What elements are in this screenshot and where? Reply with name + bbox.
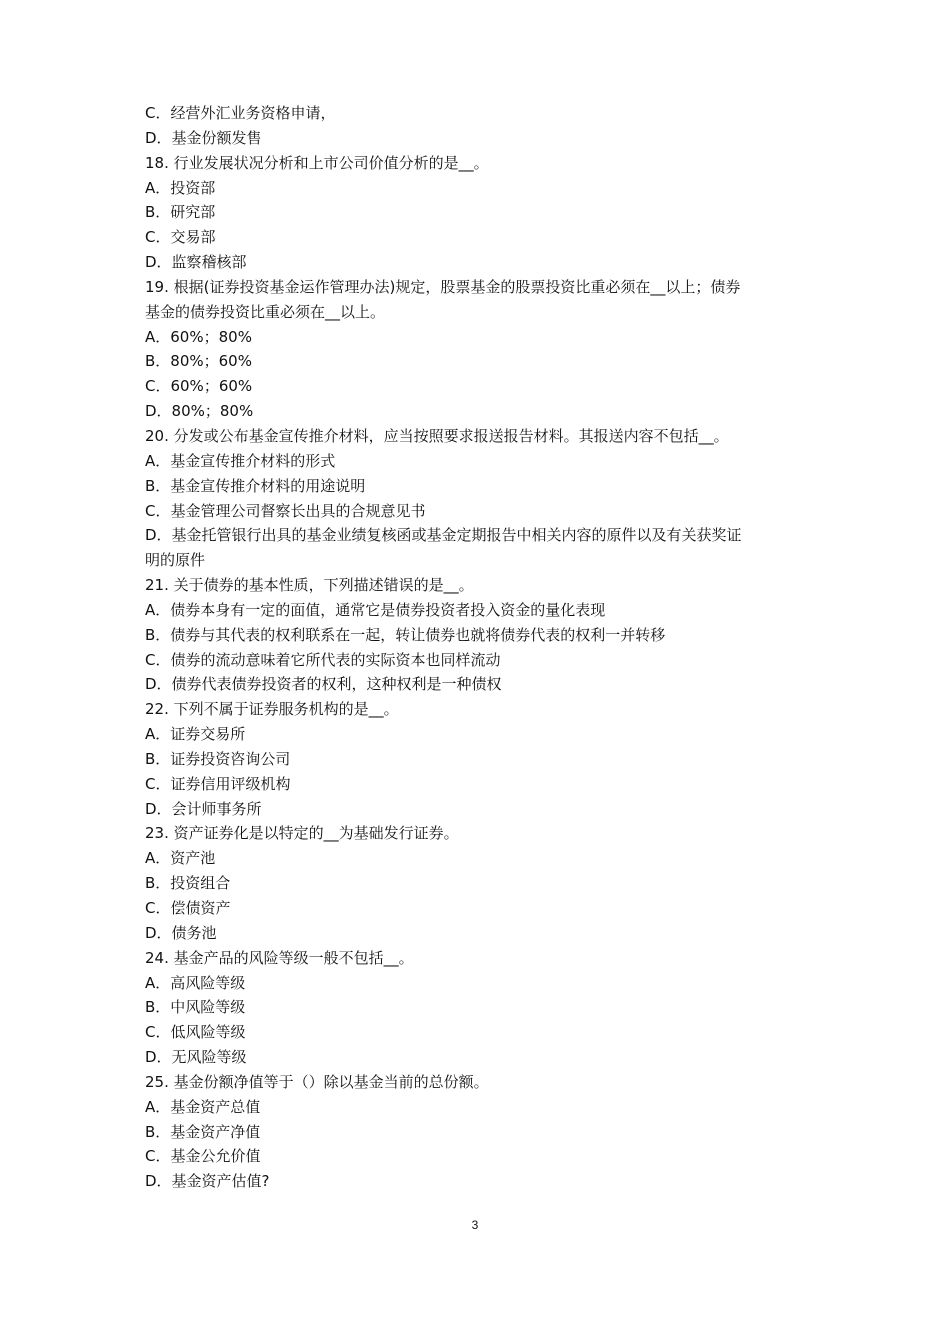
option-line: A．债券本身有一定的面值，通常它是债券投资者投入资金的量化表现 (145, 600, 606, 619)
option-line: C．经营外汇业务资格申请， (145, 104, 336, 122)
option-line: B．投资组合 (145, 874, 231, 893)
option-line: B．80%；60% (145, 352, 252, 371)
question-line: 基金的债券投资比重必须在__以上。 (145, 302, 386, 321)
question-line: 23. 资产证券化是以特定的__为基础发行证券。 (145, 824, 459, 843)
question-line: 24. 基金产品的风险等级一般不包括__。 (145, 948, 414, 967)
option-line: A．60%；80% (145, 327, 252, 346)
option-line: B．证券投资咨询公司 (145, 749, 291, 768)
option-line: D．监察稽核部 (145, 253, 247, 272)
option-line: B．中风险等级 (145, 998, 246, 1017)
question-line: 19. 根据(证券投资基金运作管理办法)规定，股票基金的股票投资比重必须在__以上；债券 (145, 277, 741, 296)
question-line: 20. 分发或公布基金宣传推介材料，应当按照要求报送报告材料。其报送内容不包括__。 (145, 426, 729, 445)
question-line: 22. 下列不属于证券服务机构的是__。 (145, 700, 399, 719)
option-line: D．基金份额发售 (145, 128, 262, 147)
option-line: A．基金资产总值 (145, 1097, 261, 1116)
option-line: A．高风险等级 (145, 973, 246, 992)
option-line: D．债券代表债券投资者的权利，这种权利是一种债权 (145, 675, 502, 694)
option-line: D．无风险等级 (145, 1048, 247, 1067)
option-line: A．资产池 (145, 849, 216, 868)
question-line: 21. 关于债券的基本性质，下列描述错误的是__。 (145, 576, 474, 595)
option-line: C．偿债资产 (145, 899, 231, 917)
question-line: 25. 基金份额净值等于（）除以基金当前的总份额。 (145, 1072, 489, 1091)
option-line: D．基金资产估值? (145, 1172, 270, 1191)
option-line: 明的原件 (145, 551, 206, 570)
option-line: B．债券与其代表的权利联系在一起，转让债券也就将债券代表的权利一并转移 (145, 625, 666, 644)
option-line: D．会计师事务所 (145, 799, 262, 818)
option-line: C．证券信用评级机构 (145, 774, 291, 793)
option-line: C．基金管理公司督察长出具的合规意见书 (145, 501, 426, 520)
option-line: D．基金托管银行出具的基金业绩复核函或基金定期报告中相关内容的原件以及有关获奖证 (145, 526, 742, 545)
option-line: A．基金宣传推介材料的形式 (145, 451, 336, 470)
page-number: 3 (471, 1218, 479, 1232)
option-line: B．研究部 (145, 203, 216, 222)
option-line: A．投资部 (145, 178, 216, 197)
option-line: B．基金宣传推介材料的用途说明 (145, 476, 366, 495)
option-line: D．债务池 (145, 923, 217, 942)
option-line: A．证券交易所 (145, 725, 246, 744)
option-line: C．交易部 (145, 228, 216, 247)
option-line: B．基金资产净值 (145, 1122, 261, 1141)
option-line: D．80%；80% (145, 402, 254, 421)
document-body (145, 101, 825, 1194)
option-line: C．60%；60% (145, 377, 253, 396)
option-line: C．基金公允价值 (145, 1147, 261, 1166)
option-line: C．低风险等级 (145, 1023, 246, 1042)
option-line: C．债券的流动意味着它所代表的实际资本也同样流动 (145, 650, 501, 669)
question-line: 18. 行业发展状况分析和上市公司价值分析的是__。 (145, 153, 489, 172)
